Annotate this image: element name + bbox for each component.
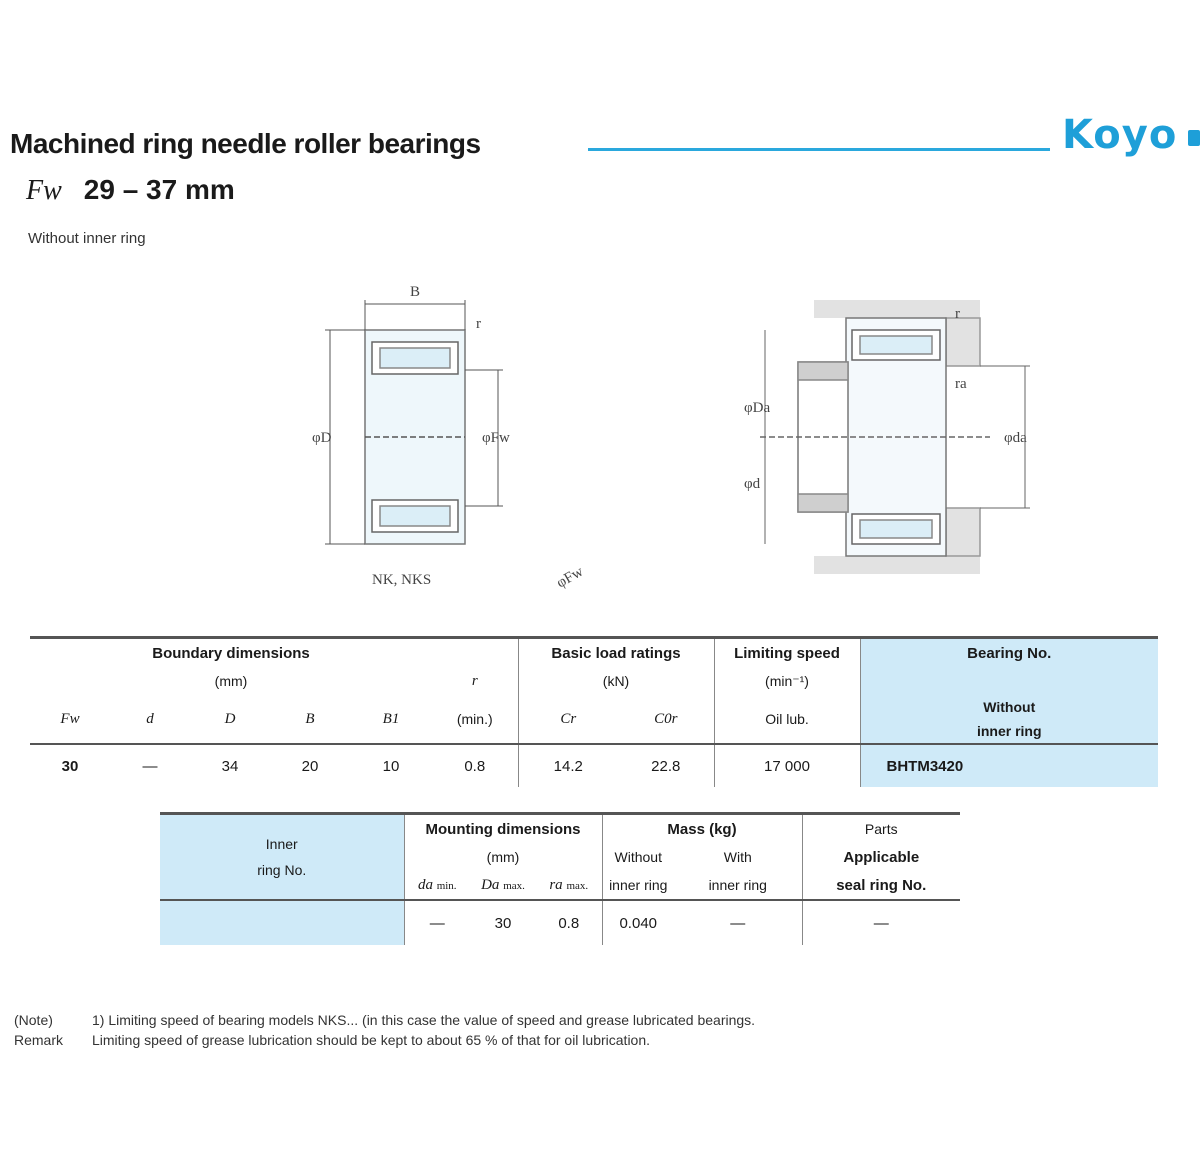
drawing-note: φFw — [554, 563, 587, 592]
cell-B1: 10 — [350, 744, 432, 787]
part-label34 — [802, 871, 960, 900]
dim-r: r — [476, 316, 481, 332]
dim-B: B — [410, 284, 421, 300]
col-ra-sub: max. — [566, 879, 589, 892]
note-1 — [14, 1010, 755, 1030]
dim-D: φD — [312, 430, 332, 446]
page-title: Machined ring needle roller bearings — [10, 128, 481, 159]
cell-c0r: 22.8 — [618, 744, 714, 787]
col-da — [404, 871, 470, 900]
bearing-sub1: Without — [983, 699, 1036, 715]
col-r-header: r — [471, 672, 478, 689]
part-label4: No. — [902, 876, 927, 894]
group-load-unit: (kN) — [518, 667, 714, 695]
col-Da — [470, 871, 536, 900]
cell-speed: 17 000 — [714, 744, 860, 787]
dim-Fw: φFw — [482, 430, 510, 446]
cell-fw: 30 — [30, 744, 110, 787]
table-row — [30, 744, 1158, 787]
inner-ring-label: Inner — [265, 836, 298, 852]
footnotes — [14, 1010, 755, 1050]
col-Da-label: Da — [481, 876, 500, 893]
cell-r: 0.8 — [432, 744, 518, 787]
brand-mark — [1188, 130, 1200, 146]
size-range — [26, 174, 235, 207]
col-inner-ring — [160, 814, 404, 901]
bearing-sub2: inner ring — [976, 723, 1042, 739]
dim-da: φda — [1004, 430, 1027, 446]
group-mounting-unit: (mm) — [404, 843, 602, 871]
cell-seal: — — [802, 900, 960, 945]
dim-Da: φDa — [744, 400, 771, 416]
dimensions-table — [30, 636, 1158, 787]
cell-inner-no — [160, 900, 404, 945]
col-Fw: Fw — [60, 710, 80, 727]
bearing-mounted-right — [760, 300, 1030, 574]
col-C0r: C0r — [654, 710, 678, 727]
mass-sub1b: inner ring — [609, 877, 668, 893]
brand-logo: Koyo — [1062, 112, 1178, 158]
group-boundary-unit: (mm) — [214, 673, 248, 689]
dim-ra: ra — [955, 376, 967, 392]
table-row — [160, 900, 960, 945]
note-2-text: Limiting speed of grease lubrication should be kept to about 65 % of that for oil lubrication. — [92, 1032, 651, 1048]
bearing-section-left — [325, 300, 503, 544]
group-mounting: Mounting dimensions — [404, 814, 602, 844]
dim-d1: φd — [744, 476, 761, 492]
part-label3: seal ring — [836, 876, 898, 894]
note-1-text: 1) Limiting speed of bearing models NKS... (in this case the value of speed and grease lubricated bearings. — [92, 1012, 756, 1028]
bearing-drawing — [0, 270, 1200, 610]
col-B: B — [305, 710, 315, 727]
col-Da-sub: max. — [503, 879, 525, 892]
group-boundary: Boundary dimensions — [30, 638, 432, 668]
group-load: Basic load ratings — [518, 638, 714, 668]
cell-D: 34 — [190, 744, 270, 787]
cell-ra: 0.8 — [536, 900, 602, 945]
col-ra — [536, 871, 602, 900]
col-D: D — [224, 710, 236, 727]
col-Cr: Cr — [518, 695, 618, 744]
mass-sub2b: inner ring — [674, 871, 802, 900]
note-2 — [14, 1030, 755, 1050]
col-B1: B1 — [382, 710, 400, 727]
group-bearing: Bearing No. — [860, 638, 1158, 668]
dim-r2: r — [955, 306, 960, 322]
drawing-caption: NK, NKS — [372, 572, 432, 588]
subtitle: Without inner ring — [28, 230, 146, 247]
col-ra-label: ra — [549, 876, 563, 893]
range-value: 29 – 37 mm — [83, 174, 235, 205]
group-mass: Mass (kg) — [602, 814, 802, 844]
cell-cr: 14.2 — [518, 744, 618, 787]
cell-B: 20 — [270, 744, 350, 787]
part-label1: Parts — [802, 814, 960, 844]
col-da-label: da — [417, 876, 433, 893]
range-symbol: Fw — [26, 175, 62, 206]
inner-ring-label2: ring No. — [257, 862, 307, 878]
mass-sub1: Without — [614, 849, 662, 865]
mass-sub2: With — [674, 843, 802, 871]
cell-da: — — [404, 900, 470, 945]
cell-Da: 30 — [470, 900, 536, 945]
col-bearing-sub — [860, 695, 1158, 744]
cell-d: — — [110, 744, 190, 787]
group-speed: Limiting speed — [714, 638, 860, 668]
cell-bearing-no: BHTM3420 — [860, 744, 1158, 787]
cell-mass-with: — — [674, 900, 802, 945]
title-rule — [588, 148, 1050, 151]
note-1-label: (Note) — [14, 1012, 53, 1028]
col-oil: Oil lub. — [714, 695, 860, 744]
note-2-label: Remark — [14, 1032, 64, 1048]
cell-mass-without: 0.040 — [602, 900, 674, 945]
col-da-sub: min. — [436, 879, 457, 892]
group-speed-unit: (min⁻¹) — [714, 667, 860, 695]
col-d: d — [146, 710, 154, 727]
col-r-sub: (min.) — [456, 711, 493, 727]
part-label2: Applicable — [843, 848, 920, 866]
mounting-table — [160, 812, 960, 945]
